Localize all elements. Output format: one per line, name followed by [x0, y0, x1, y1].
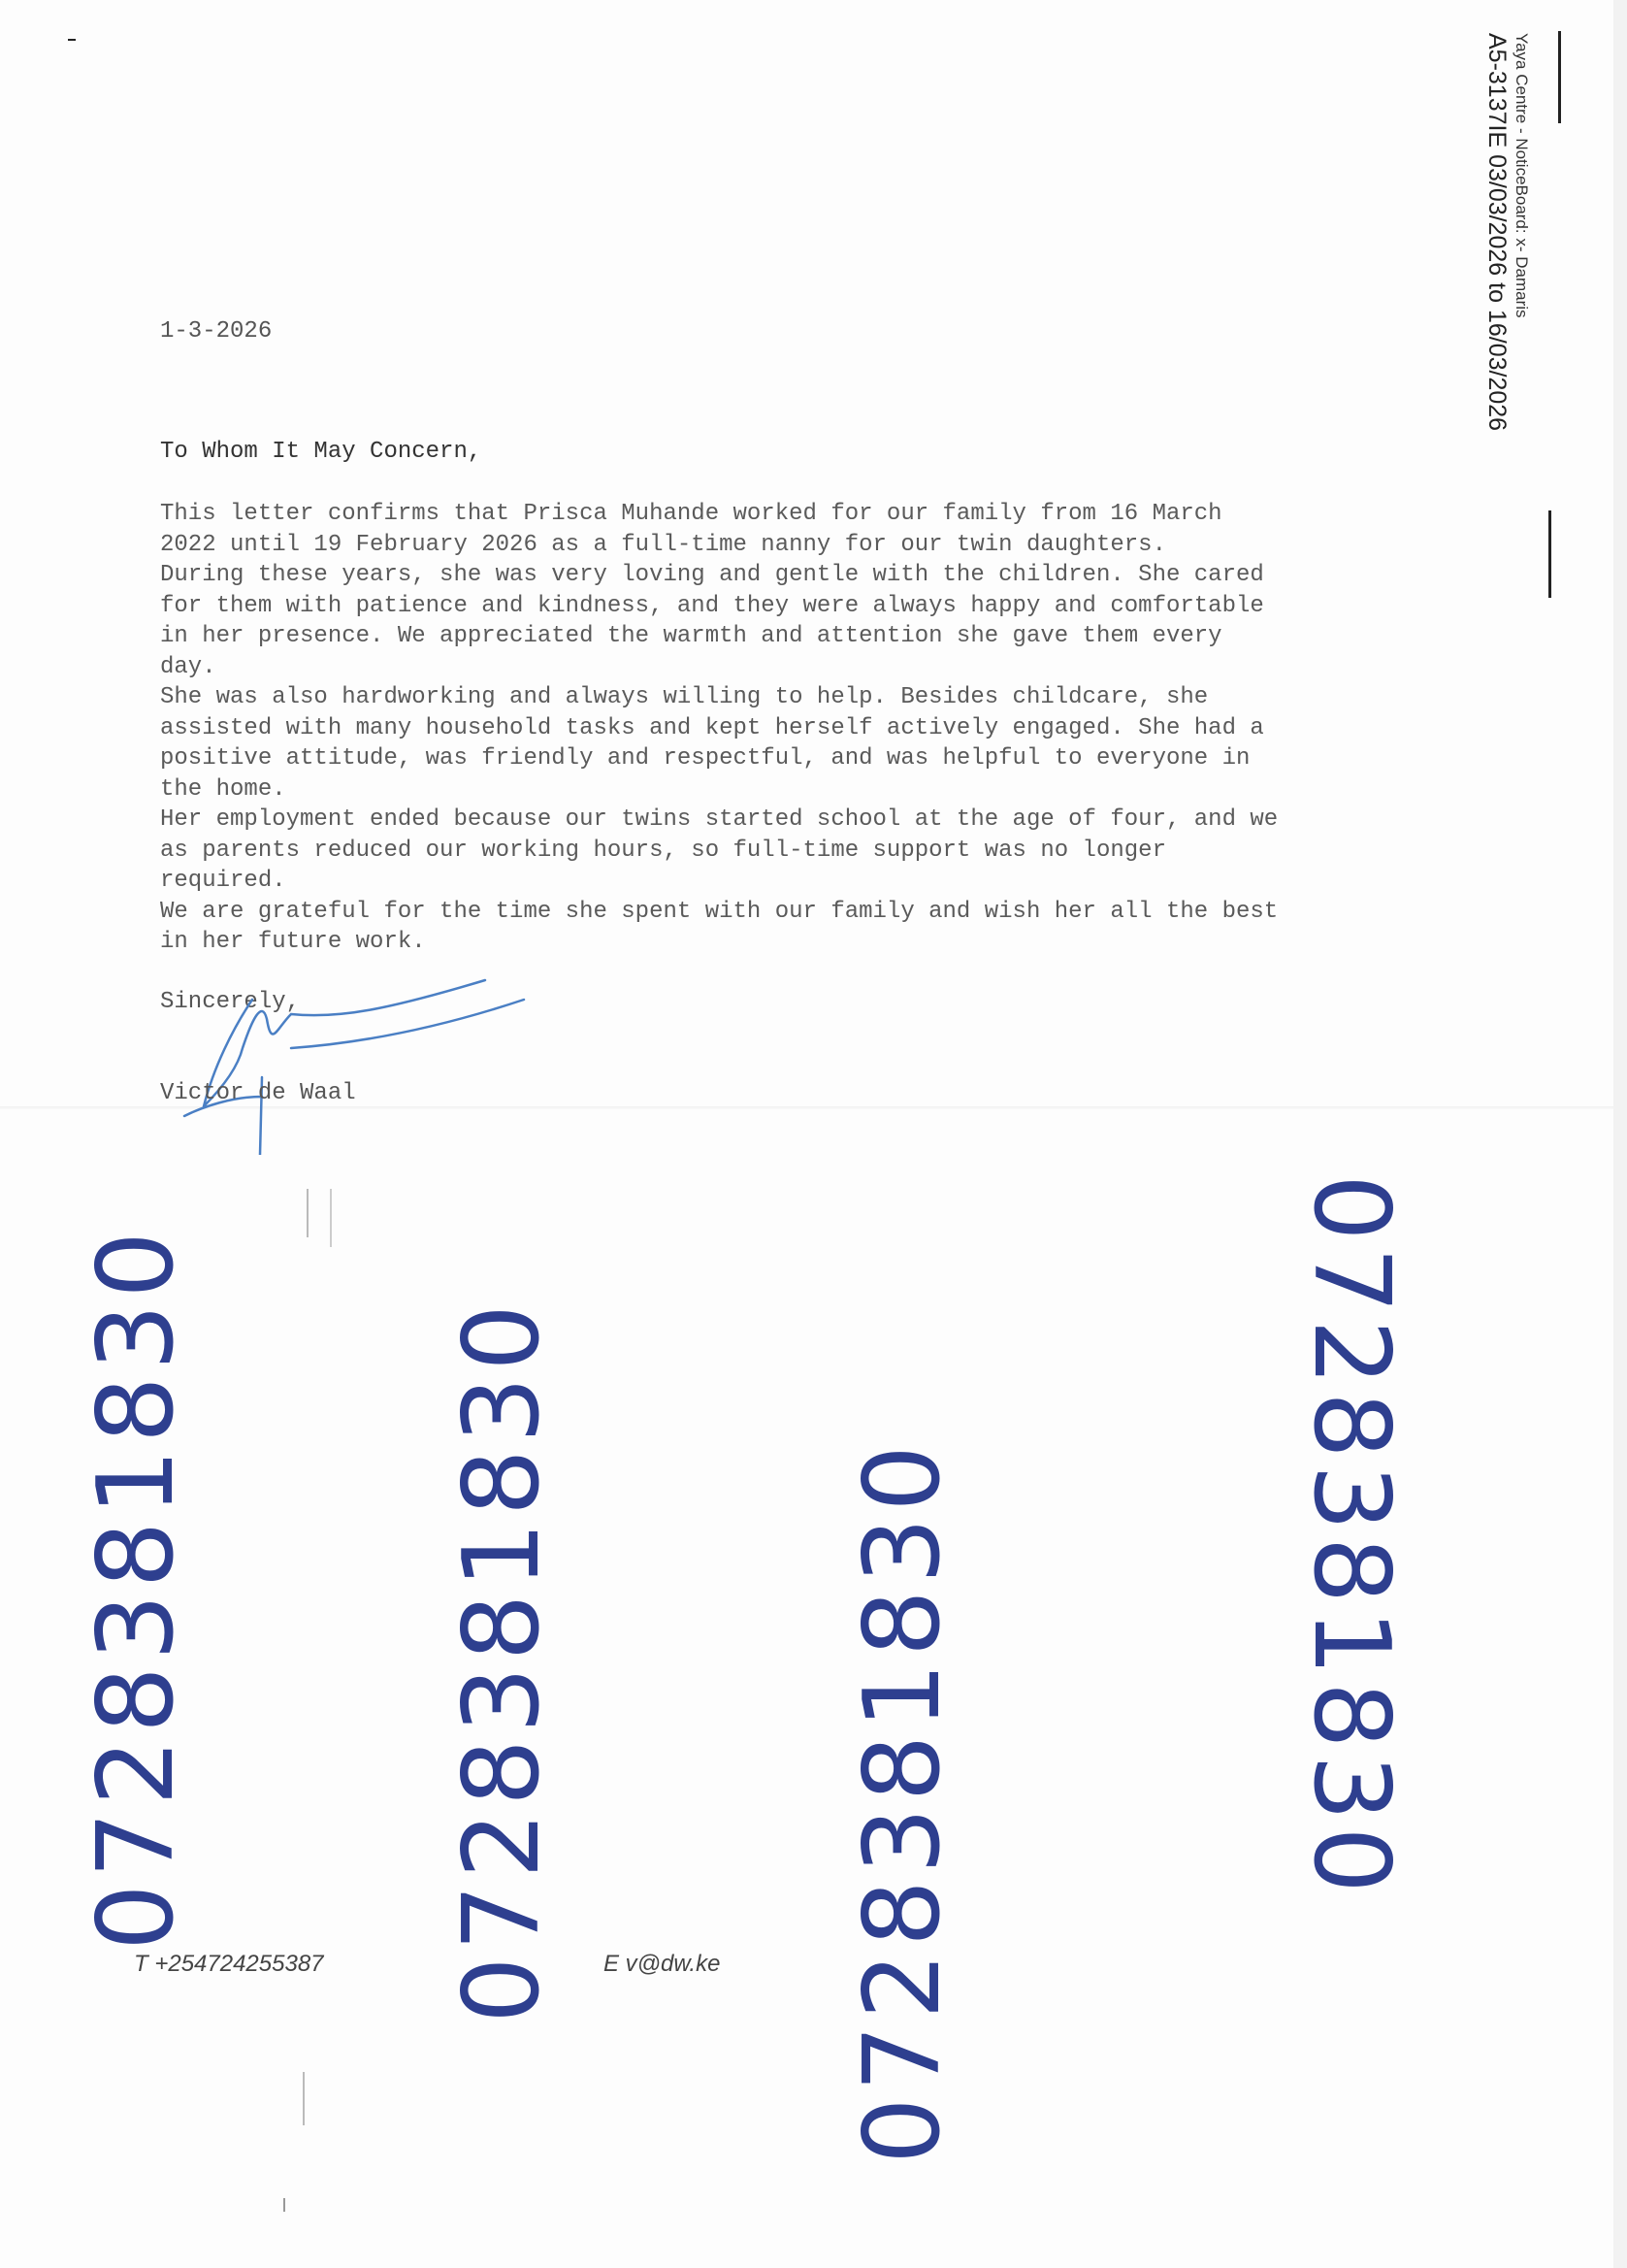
- letter-paragraph: This letter confirms that Prisca Muhande worked for our family from 16 March 2022 until 19 February 2026 as a full-time nanny for our twin daughters.: [160, 501, 1222, 558]
- paper-mark: [303, 2072, 305, 2125]
- handwritten-phone-number: 0728381830: [441, 1298, 563, 2023]
- contact-phone: T +254724255387: [134, 1951, 324, 1977]
- letter-date: 1-3-2026: [160, 318, 273, 345]
- letter-paragraph: We are grateful for the time she spent with our family and wish her all the best in her future work.: [160, 898, 1279, 955]
- handwritten-phone-number: 0728381830: [1290, 1174, 1412, 1900]
- paper-mark: [307, 1189, 309, 1237]
- letter-paragraph: During these years, she was very loving and gentle with the children. She cared for them with patience and kindness, and they were always happy and comfortable in her presence. We appreciated the warmth and attention she gave them every day.: [160, 562, 1264, 680]
- paper-mark: [283, 2198, 285, 2212]
- handwritten-phone-number: 0728381830: [76, 1225, 197, 1951]
- stamp-notice-board-line: Yaya Centre - NoticeBoard: x- Damaris: [1513, 33, 1531, 318]
- letter-closing: Sincerely,: [160, 989, 301, 1015]
- margin-mark: [1558, 31, 1561, 123]
- letter-salutation: To Whom It May Concern,: [160, 439, 482, 465]
- letter-body: [160, 499, 1480, 958]
- stamp-reference-line: A5-3137IE 03/03/2026 to 16/03/2026: [1483, 33, 1511, 432]
- paper-mark: [330, 1189, 332, 1247]
- letter-paragraph: She was also hardworking and always willing to help. Besides childcare, she assisted with many household tasks and kept herself actively engaged. She had a positive attitude, was friendly and respectful, and was helpful to everyone in the home.: [160, 684, 1264, 803]
- handwritten-signature: [146, 961, 534, 1155]
- handwritten-phone-number: 0728381830: [842, 1438, 963, 2164]
- letter-signer: Victor de Waal: [160, 1080, 356, 1106]
- page-edge-shadow: [1613, 0, 1627, 2268]
- letter-paragraph: Her employment ended because our twins started school at the age of four, and we as parents reduced our working hours, so full-time support was no longer required.: [160, 806, 1279, 894]
- margin-mark: [1548, 510, 1551, 598]
- margin-mark: [68, 39, 76, 41]
- contact-email: E v@dw.ke: [603, 1951, 721, 1977]
